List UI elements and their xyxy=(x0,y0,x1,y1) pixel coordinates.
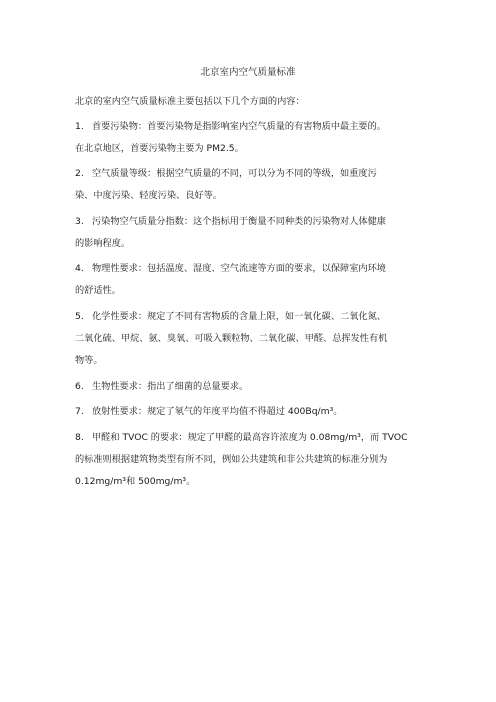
list-item-5-cont: 二氧化硫、甲烷、氨、臭氧、可吸入颗粒物、二氧化碳、甲醛、总挥发性有机 xyxy=(75,333,388,344)
list-item-3 xyxy=(75,215,386,229)
item-text: 甲醛和 TVOC 的要求：规定了甲醛的最高容许浓度为 0.08mg/m³，而 TVOC xyxy=(92,432,408,443)
list-item-2-cont: 染、中度污染、轻度污染、良好等。 xyxy=(75,190,222,201)
list-item-5-cont: 物等。 xyxy=(75,355,103,366)
list-item-5 xyxy=(75,310,386,324)
list-item-4-cont: 的舒适性。 xyxy=(75,285,121,296)
list-item-8 xyxy=(75,431,408,445)
list-item-1 xyxy=(75,120,386,134)
item-number: 7. xyxy=(75,406,84,417)
list-item-7 xyxy=(75,405,342,419)
item-text: 化学性要求：规定了不同有害物质的含量上限，如一氧化碳、二氧化氮、 xyxy=(92,311,386,322)
item-number: 6. xyxy=(75,381,84,392)
item-text: 空气质量等级：根据空气质量的不同，可以分为不同的等级，如重度污 xyxy=(92,168,377,179)
item-number: 3. xyxy=(75,216,84,227)
item-text: 物理性要求：包括温度、湿度、空气流速等方面的要求，以保障室内环境 xyxy=(92,263,386,274)
list-item-8-cont: 0.12mg/m³和 500mg/m³。 xyxy=(75,476,196,487)
intro-text: 北京的室内空气质量标准主要包括以下几个方面的内容： xyxy=(75,96,305,107)
item-number: 2. xyxy=(75,168,84,179)
item-number: 8. xyxy=(75,432,84,443)
list-item-8-cont: 的标准则根据建筑物类型有所不同，例如公共建筑和非公共建筑的标准分别为 xyxy=(75,454,388,465)
page-title: 北京室内空气质量标准 xyxy=(200,67,296,78)
item-text: 污染物空气质量分指数：这个指标用于衡量不同种类的污染物对人体健康 xyxy=(92,216,386,227)
item-text: 生物性要求：指出了细菌的总量要求。 xyxy=(92,381,249,392)
list-item-1-cont: 在北京地区，首要污染物主要为 PM2.5。 xyxy=(75,143,244,154)
item-text: 首要污染物：首要污染物是指影响室内空气质量的有害物质中最主要的。 xyxy=(92,121,386,132)
item-number: 5. xyxy=(75,311,84,322)
item-number: 4. xyxy=(75,263,84,274)
item-number: 1. xyxy=(75,121,84,132)
list-item-3-cont: 的影响程度。 xyxy=(75,238,131,249)
item-text: 放射性要求：规定了氡气的年度平均值不得超过 400Bq/m³。 xyxy=(92,406,343,417)
list-item-6 xyxy=(75,380,248,394)
list-item-2 xyxy=(75,167,377,181)
list-item-4 xyxy=(75,262,386,276)
